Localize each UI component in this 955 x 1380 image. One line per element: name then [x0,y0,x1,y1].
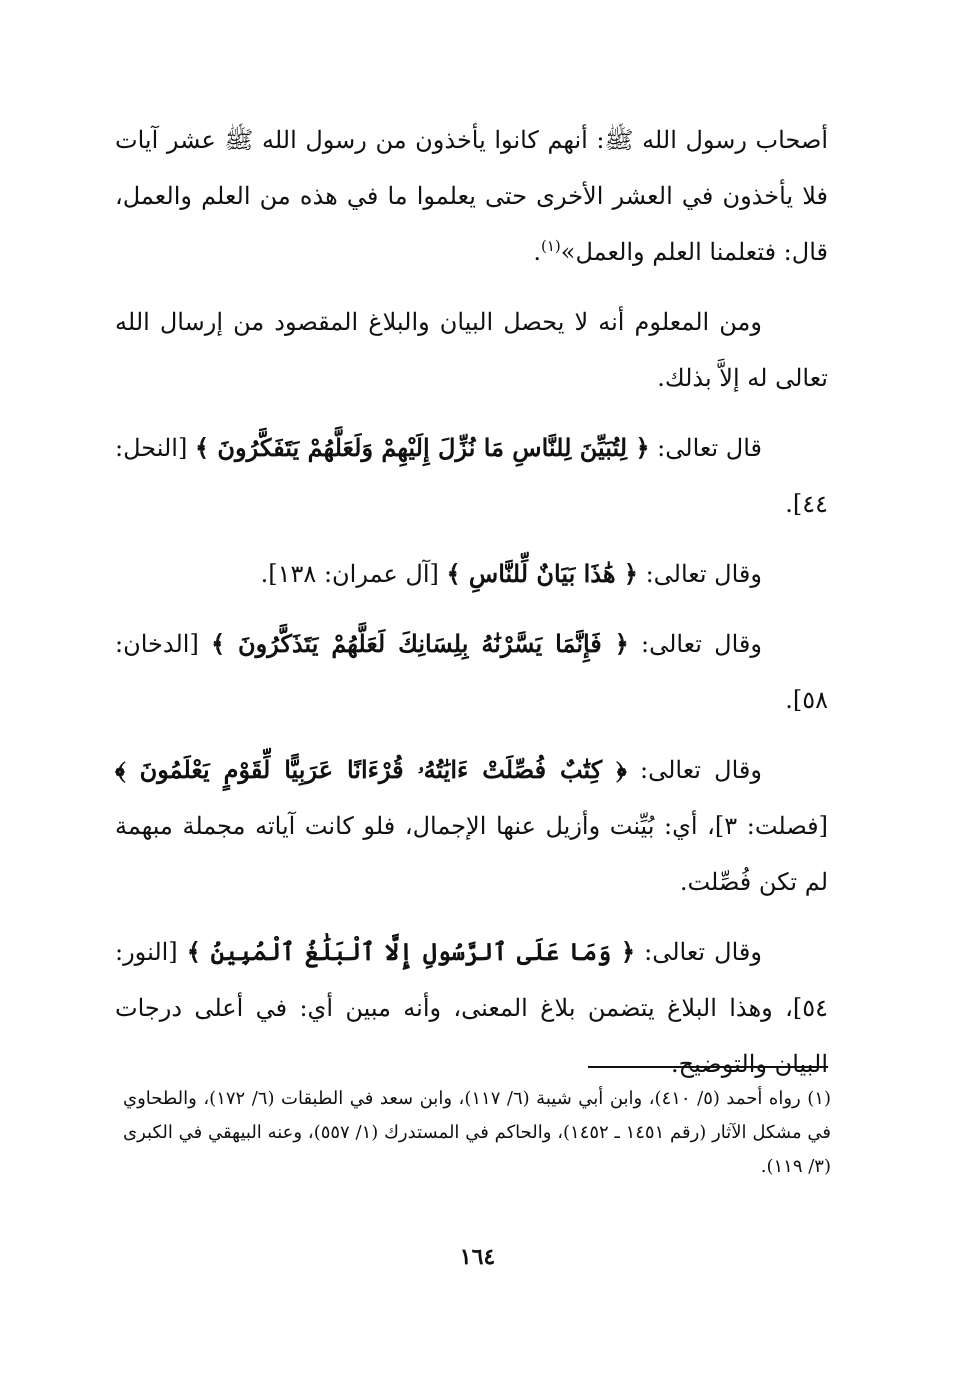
footnote-marker: (١) [807,1088,831,1109]
verse-paragraph-al-imran [115,546,828,602]
verse-lead: وقال تعالى: [640,630,762,658]
quran-verse: ﴿ لِتُبَيِّنَ لِلنَّاسِ مَا نُزِّلَ إِلَيْهِمْ وَلَعَلَّهُمْ يَتَفَكَّرُونَ ﴾ [195,433,650,462]
verse-citation: [النحل: ٤٤]. [115,434,828,518]
footnotes-section [123,1082,831,1184]
verse-citation: [الدخان: ٥٨]. [115,630,828,714]
paragraph-text: ومن المعلوم أنه لا يحصل البيان والبلاغ المقصود من إرسال الله تعالى له إلاَّ بذلك. [115,308,828,392]
paragraph-bayan [115,294,828,406]
footnote-reference: (١) [540,237,561,255]
verse-lead: قال تعالى: [657,434,763,462]
paragraph-end-mark: . [533,238,541,266]
quran-verse: ﴿ كِتَٰبٌ فُصِّلَتْ ءَايَٰتُهُۥ قُرْءَانًا عَرَبِيًّا لِّقَوْمٍ يَعْلَمُونَ ﴾ [115,755,627,784]
verse-lead: وقال تعالى: [640,756,762,784]
verse-lead: وقال تعالى: [644,938,762,966]
verse-lead: وقال تعالى: [645,560,762,588]
page-number: ١٦٤ [459,1244,496,1270]
footnote [123,1082,831,1184]
quran-verse: ﴿ هَٰذَا بَيَانٌ لِّلنَّاسِ ﴾ [446,559,638,588]
paragraph-hadith-continuation [115,112,828,280]
verse-paragraph-fussilat [115,742,828,910]
verse-citation: [فصلت: ٣]، أي: بُيِّنت وأزيل عنها الإجمال، فلو كانت آياته مجملة مبهمة لم تكن فُصِّلت. [115,812,828,896]
verse-citation: [النور: ٥٤]، وهذا البلاغ يتضمن بلاغ المعنى، وأنه مبين أي: في أعلى درجات البيان والتوضيح. [115,938,828,1078]
verse-paragraph-dukhan [115,616,828,728]
paragraph-text: أصحاب رسول الله ﷺ: أنهم كانوا يأخذون من رسول الله ﷺ عشر آيات فلا يأخذون في العشر الأخرى حتى يعلموا ما في هذه من العلم والعمل، قال: فتعلمنا العلم والعمل» [115,126,828,266]
footnote-separator [588,1066,828,1068]
quran-verse: ﴿ وَمَا عَلَى ٱلرَّسُولِ إِلَّا ٱلْبَلَٰغُ ٱلْمُبِينُ ﴾ [186,937,636,966]
main-text [115,112,828,1106]
verse-citation: [آل عمران: ١٣٨]. [260,560,439,588]
footnote-text: رواه أحمد (٥/ ٤١٠)، وابن أبي شيبة (٦/ ١١٧)، وابن سعد في الطبقات (٦/ ١٧٢)، والطحاوي في مشكل الآثار (رقم ١٤٥١ ـ ١٤٥٢)، والحاكم في المستدرك (١/ ٥٥٧)، وعنه البيهقي في الكبرى (٣/ ١١٩). [123,1088,831,1177]
quran-verse: ﴿ فَإِنَّمَا يَسَّرْنَٰهُ بِلِسَانِكَ لَعَلَّهُمْ يَتَذَكَّرُونَ ﴾ [211,629,629,658]
verse-paragraph-nahl [115,420,828,532]
